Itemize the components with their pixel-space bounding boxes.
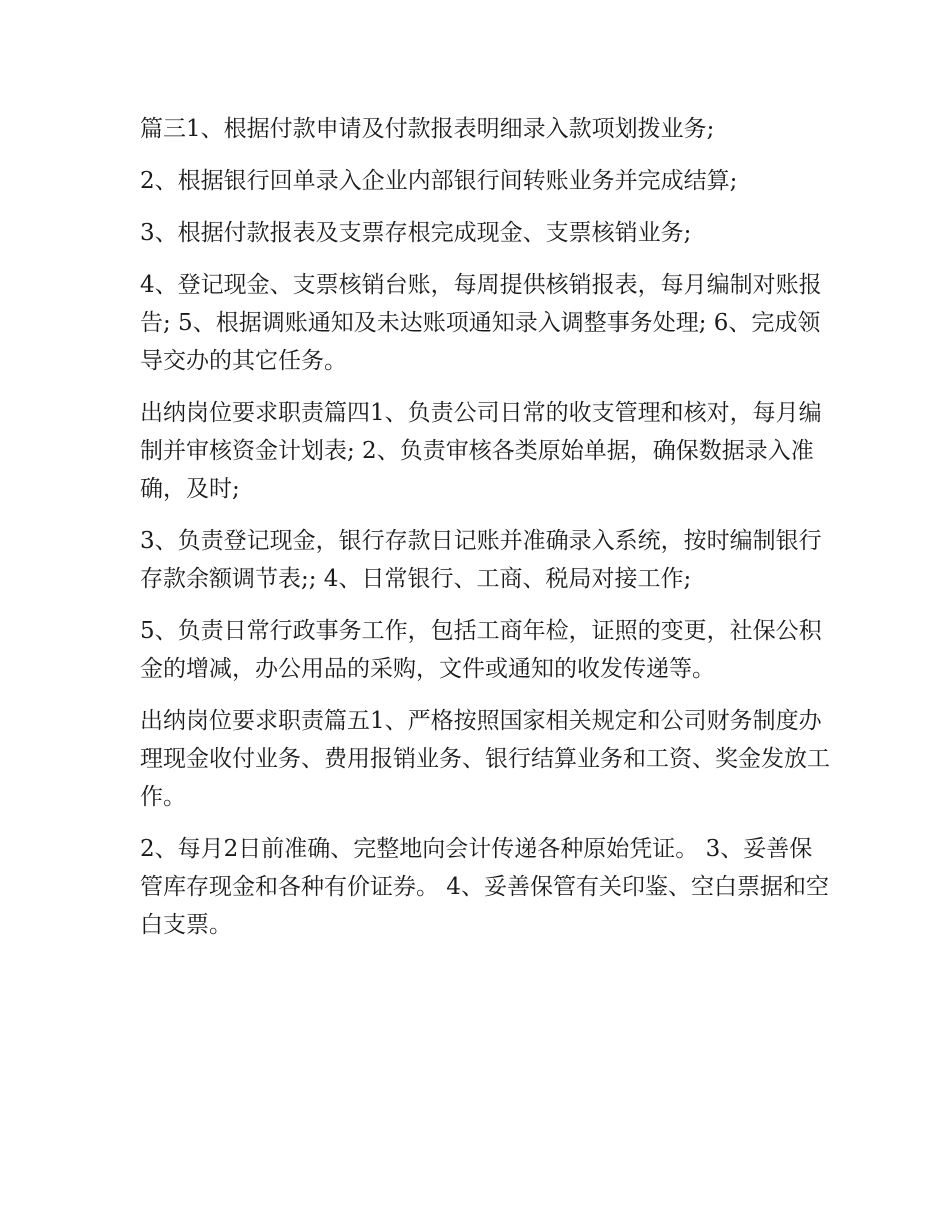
paragraph: 篇三1、根据付款申请及付款报表明细录入款项划拨业务;	[140, 116, 715, 142]
paragraph: 2、每月2日前准确、完整地向会计传递各种原始凭证。 3、妥善保管库存现金和各种有价证券。 4、妥善保管有关印鉴、空白票据和空白支票。	[140, 836, 829, 938]
paragraph: 5、负责日常行政事务工作，包括工商年检，证照的变更，社保公积金的增减，办公用品的采购，文件或通知的收发传递等。	[140, 618, 822, 682]
paragraph: 3、负责登记现金，银行存款日记账并准确录入系统，按时编制银行存款余额调节表;; 4、日常银行、工商、税局对接工作;	[140, 528, 822, 592]
paragraph: 4、登记现金、支票核销台账，每周提供核销报表，每月编制对账报告; 5、根据调账通知及未达账项通知录入调整事务处理; 6、完成领导交办的其它任务。	[140, 272, 822, 374]
paragraph: 出纳岗位要求职责篇五1、严格按照国家相关规定和公司财务制度办理现金收付业务、费用报销业务、银行结算业务和工资、奖金发放工作。	[140, 708, 830, 810]
paragraph: 3、根据付款报表及支票存根完成现金、支票核销业务;	[140, 220, 692, 246]
paragraph: 出纳岗位要求职责篇四1、负责公司日常的收支管理和核对，每月编制并审核资金计划表; 2、负责审核各类原始单据，确保数据录入准确，及时;	[140, 400, 822, 502]
paragraph: 2、根据银行回单录入企业内部银行间转账业务并完成结算;	[140, 168, 738, 194]
document-body	[140, 110, 830, 958]
